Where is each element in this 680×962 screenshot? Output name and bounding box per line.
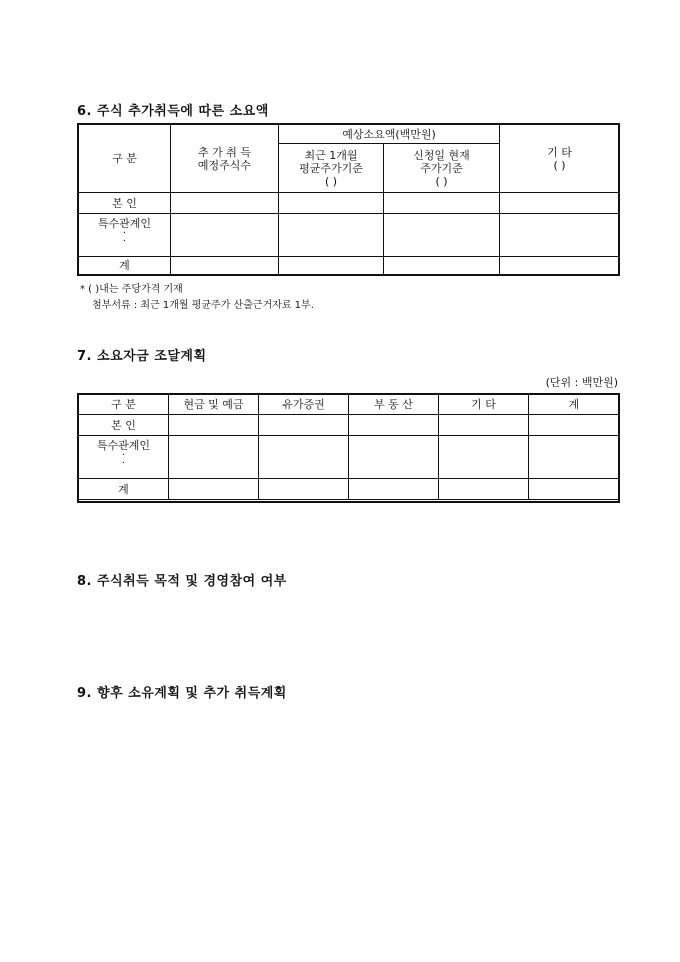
table-row <box>79 436 620 479</box>
header-other: 기 타 <box>439 395 529 415</box>
cell[interactable] <box>349 415 439 436</box>
cell[interactable] <box>169 415 259 436</box>
row-label-self: 본 인 <box>79 193 171 214</box>
header-planned-shares: 추 가 취 득 예정주식수 <box>171 125 279 193</box>
cell[interactable] <box>439 436 529 479</box>
funding-plan-table <box>78 394 620 500</box>
table-row <box>79 193 620 214</box>
section7-title: 7. 소요자금 조달계획 <box>77 349 207 364</box>
header-other: 기 타 ( ) <box>500 125 620 193</box>
header-real-estate: 부 동 산 <box>349 395 439 415</box>
cell[interactable] <box>500 257 620 275</box>
cell[interactable] <box>500 193 620 214</box>
cell[interactable] <box>171 193 279 214</box>
cell[interactable] <box>259 436 349 479</box>
header-cash: 현금 및 예금 <box>169 395 259 415</box>
attachment-note: 첨부서류 : 최근 1개월 평균주가 산출근거자료 1부. <box>92 300 314 311</box>
cell[interactable] <box>171 257 279 275</box>
header-recent-price: 최근 1개월 평균주가기준 ( ) <box>279 144 384 193</box>
cell[interactable] <box>500 214 620 257</box>
cell[interactable] <box>349 479 439 500</box>
row-label-related: 특수관계인 · · <box>79 214 171 257</box>
section9-title: 9. 향후 소유계획 및 추가 취득계획 <box>77 686 287 701</box>
header-total: 계 <box>529 395 620 415</box>
cell[interactable] <box>384 193 500 214</box>
cell[interactable] <box>384 214 500 257</box>
cell[interactable] <box>169 436 259 479</box>
cell[interactable] <box>169 479 259 500</box>
cell[interactable] <box>259 415 349 436</box>
row-label-self: 본 인 <box>79 415 169 436</box>
table-row <box>79 214 620 257</box>
header-category: 구 분 <box>79 395 169 415</box>
cell[interactable] <box>529 415 620 436</box>
header-category: 구 분 <box>79 125 171 193</box>
row-label-related: 특수관계인 · · <box>79 436 169 479</box>
cell[interactable] <box>439 479 529 500</box>
cell[interactable] <box>529 479 620 500</box>
section8-title: 8. 주식취득 목적 및 경영참여 여부 <box>77 574 287 589</box>
cell[interactable] <box>171 214 279 257</box>
cell[interactable] <box>349 436 439 479</box>
table-row <box>79 257 620 275</box>
table-row <box>79 415 620 436</box>
cell[interactable] <box>279 193 384 214</box>
header-required-amount: 예상소요액(백만원) <box>279 125 500 144</box>
price-note: * ( )내는 주당가격 기재 <box>80 284 183 295</box>
cell[interactable] <box>279 257 384 275</box>
row-label-total: 계 <box>79 479 169 500</box>
unit-label: (단위 : 백만원) <box>545 376 618 389</box>
cell[interactable] <box>259 479 349 500</box>
cell[interactable] <box>439 415 529 436</box>
row-label-total: 계 <box>79 257 171 275</box>
cell[interactable] <box>529 436 620 479</box>
table-row <box>79 479 620 500</box>
header-filing-price: 신청일 현재 주가기준 ( ) <box>384 144 500 193</box>
cell[interactable] <box>279 214 384 257</box>
acquisition-cost-table <box>78 124 620 275</box>
cell[interactable] <box>384 257 500 275</box>
header-securities: 유가증권 <box>259 395 349 415</box>
section6-title: 6. 주식 추가취득에 따른 소요액 <box>77 104 269 119</box>
